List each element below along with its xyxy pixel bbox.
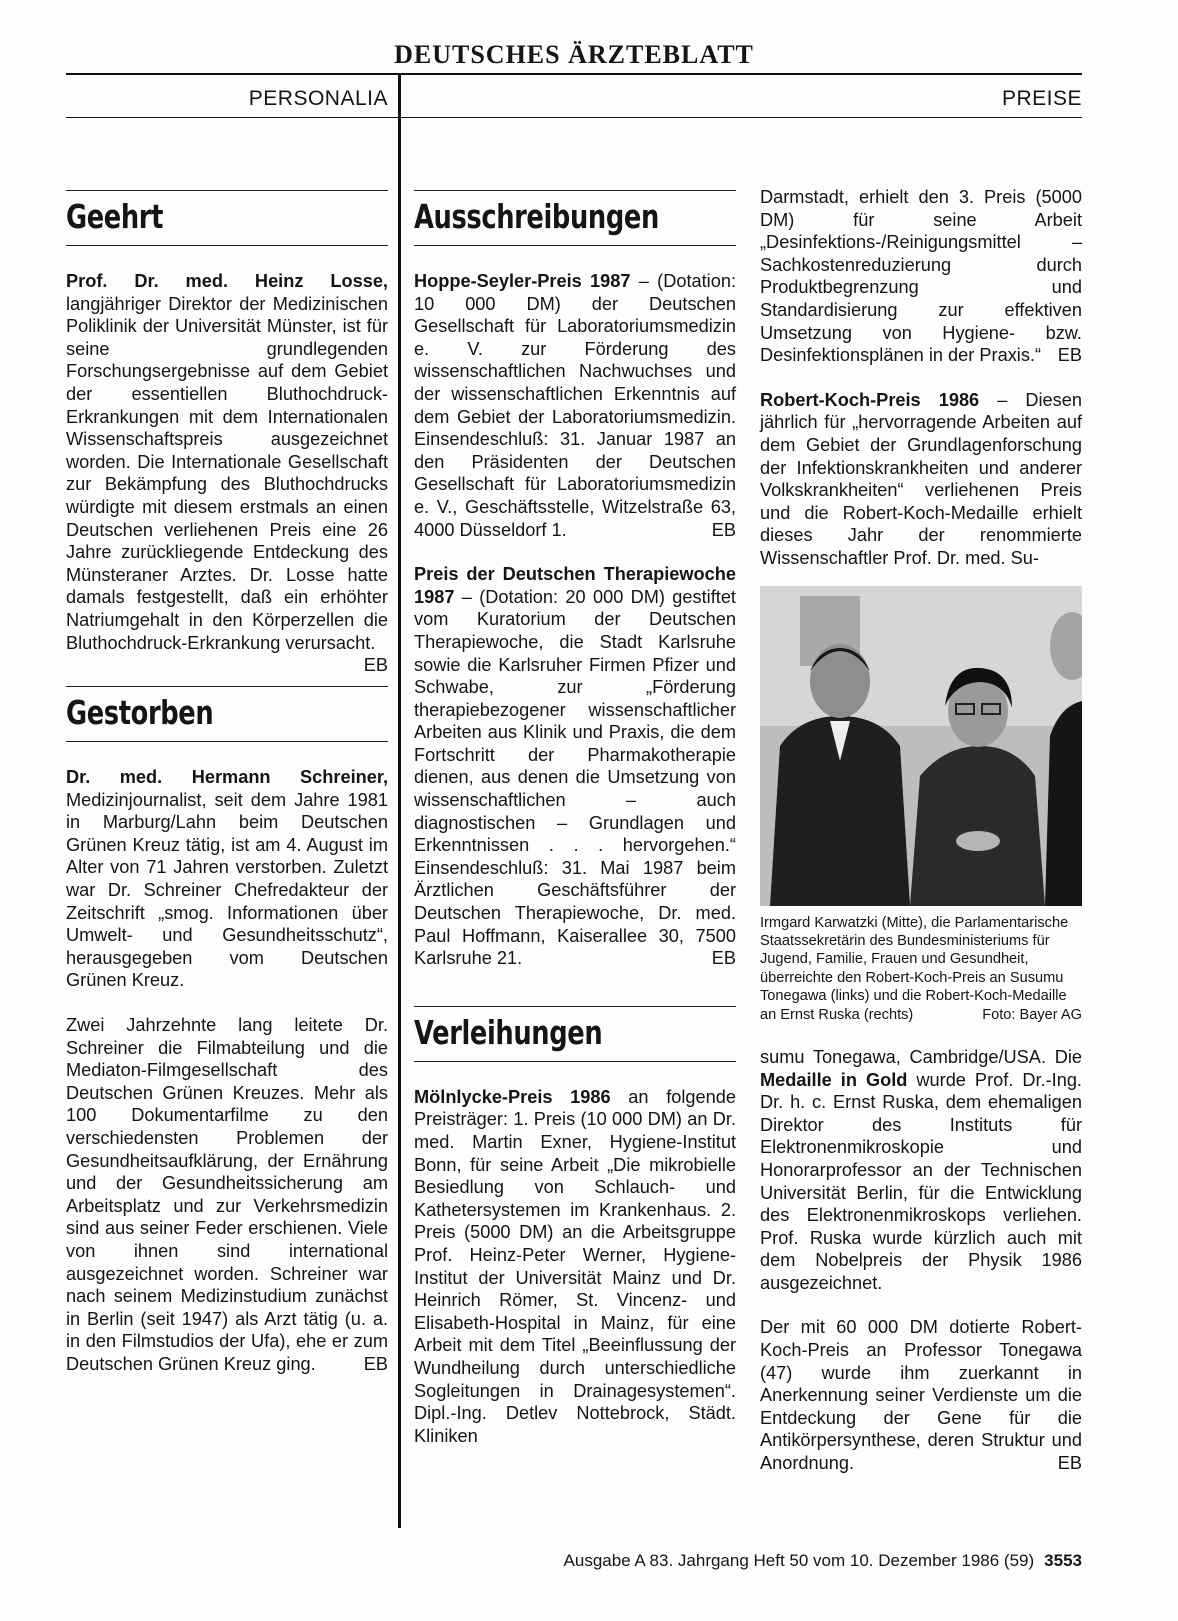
article-gestorben-cont: Zwei Jahrzehnte lang leitete Dr. Schreiner die Filmabteilung und die Mediaton-Filmgesellschaft des Deutschen Grünen Kreuzes. Mehr als 100 Dokumentarfilme zu den verschiedensten Problemen der Gesundheitsaufklärung, der Ernährung und der Gesundheitssicherung am Arbeitsplatz und zur Verkehrsmedizin sind aus seiner Feder erschienen. Viele von ihnen sind international ausgezeichnet worden. Schreiner war nach seinem Medizinstudium zunächst in Berlin (seit 1947) als Arzt tätig (u. a. in den Filmstudios der Ufa), ehe er zum Deutschen Grünen Kreuz ging. EB (66, 1015, 388, 1374)
article-gestorben: Dr. med. Hermann Schreiner, Medizinjournalist, seit dem Jahre 1981 in Marburg/Lahn beim Deutschen Grünen Kreuz tätig, ist am 4. August im Alter von 71 Jahren verstorben. Zuletzt war Dr. Schreiner Chefredakteur der Zeitschrift „smog. Informationen über Umwelt- und Gesundheitsschutz“, herausgegeben vom Deutschen Grünen Kreuz. (66, 767, 388, 991)
column-preise-continued (760, 186, 1082, 1497)
prize-title: Hoppe-Seyler-Preis 1987 (414, 271, 631, 291)
prize-title: Preis der Deutschen Therapiewoche 1987 (414, 564, 736, 607)
heading-verleihungen: Verleihungen (414, 1006, 736, 1062)
article-robert-koch: Robert-Koch-Preis 1986 – Diesen jährlich für „hervorragende Arbeiten auf dem Gebiet der Grundlagenforschung der Infektionskrankheiten und anderer Volkskrankheiten“ verliehenen Preis und die Robert-Koch-Medaille erhielt dieses Jahr der renommierte Wissenschaftler Prof. Dr. med. Su- (760, 389, 1082, 568)
article-robert-koch-cont: sumu Tonegawa, Cambridge/USA. Die Medaille in Gold wurde Prof. Dr.-Ing. Dr. h. c. Ernst Ruska, dem ehemaligen Direktor des Instituts für Elektronenmikroskopie und Honorarprofessor an der Technischen Universität Berlin, für die Entwicklung des Elektronenmikroskops verliehen. Prof. Ruska wurde kürzlich auch mit dem Nobelpreis der Physik 1986 ausgezeichnet. (760, 1046, 1082, 1293)
photo-illustration (760, 586, 1082, 906)
section-rule (66, 117, 1082, 118)
issue-info: Ausgabe A 83. Jahrgang Heft 50 vom 10. Dezember 1986 (59) (563, 1551, 1035, 1570)
heading-geehrt: Geehrt (66, 190, 388, 246)
article-therapiewoche: Preis der Deutschen Therapiewoche 1987 – (Dotation: 20 000 DM) gestiftet vom Kuratorium der Deutschen Therapiewoche, die Stadt Karlsruhe sowie die Karlsruher Firmen Pfizer und Schwabe, zur „Förderung therapiebezogener wissenschaftlicher Arbeiten aus Klinik und Praxis, die dem Fortschritt der Pharmakotherapie dienen, aus denen die Umsetzung von wissenschaftlichen – auch diagnostischen – Grundlagen und Erkenntnissen . . . hervorgehen.“ Einsendeschluß: 31. Mai 1987 beim Ärztlichen Geschäftsführer der Deutschen Therapiewoche, Dr. med. Paul Hoffmann, Kaiserallee 30, 7500 Karlsruhe 21. EB (414, 564, 736, 969)
section-label-preise: PREISE (1001, 87, 1082, 110)
masthead: DEUTSCHES ÄRZTEBLATT (394, 40, 754, 69)
award-photo (760, 586, 1082, 906)
article-hoppe-seyler: Hoppe-Seyler-Preis 1987 – (Dotation: 10 000 DM) der Deutschen Gesellschaft für Laboratoriumsmedizin e. V. zur Förderung des wissenschaftlichen Nachwuchses und der wissenschaftlichen Erkenntnis auf dem Gebiet der Laboratoriumsmedizin. Einsendeschluß: 31. Januar 1987 an den Präsidenten der Deutschen Gesellschaft für Laboratoriumsmedizin e. V., Geschäftsstelle, Witzelstraße 63, 4000 Düsseldorf 1. EB (414, 271, 736, 540)
column-personalia (66, 190, 388, 1398)
column-ausschreibungen (414, 190, 736, 1469)
page-footer (400, 1550, 1082, 1572)
photo-credit: Foto: Bayer AG (982, 1006, 1082, 1023)
author-sign: EB (1057, 1453, 1082, 1474)
article-moelnlycke-cont: Darmstadt, erhielt den 3. Preis (5000 DM) für seine Arbeit „Desinfektions-/Reinigungsmittel – Sachkostenreduzierung durch Produktbegrenzung und Standardisierung zur effektiven Umsetzung von Hygiene- bzw. Desinfektionsplänen in der Praxis.“ EB (760, 187, 1082, 366)
column-divider (398, 73, 401, 1528)
person-name: Prof. Dr. med. Heinz Losse, (66, 271, 388, 291)
author-sign: EB (363, 1353, 388, 1374)
article-geehrt: Prof. Dr. med. Heinz Losse, langjähriger Direktor der Medizinischen Poliklinik der Universität Münster, ist für seine grundlegenden Forschungsergebnisse auf dem Gebiet der essentiellen Bluthochdruck-Erkrankungen mit dem Internationalen Wissenschaftspreis ausgezeichnet worden. Die Internationale Gesellschaft zur Bekämpfung des Bluthochdrucks würdigte mit diesem erstmals an einen Deutschen verliehenen Preis eine 26 Jahre zurückliegende Entdeckung des Münsteraner Arztes. Dr. Losse hatte damals festgestellt, daß ein erhöhter Natriumgehalt in den Körperzellen die Bluthochdruck-Erkrankung verursacht. EB (66, 271, 388, 676)
person-name: Dr. med. Hermann Schreiner, (66, 767, 388, 788)
medal-title: Medaille in Gold (760, 1069, 908, 1090)
prize-title: Robert-Koch-Preis 1986 (760, 389, 980, 410)
heading-ausschreibungen: Ausschreibungen (414, 190, 736, 246)
masthead-rule (66, 73, 1082, 75)
prize-title: Mölnlycke-Preis 1986 (414, 1086, 611, 1107)
article-moelnlycke: Mölnlycke-Preis 1986 an folgende Preisträger: 1. Preis (10 000 DM) an Dr. med. Martin Exner, Hygiene-Institut Bonn, für seine Arbeit „Die mikrobielle Besiedlung von Schlauch- und Kathetersystemen im Krankenhaus. 2. Preis (5000 DM) an die Arbeitsgruppe Prof. Heinz-Peter Werner, Hygiene-Institut der Universität Mainz und Dr. Heinrich Römer, St. Vincenz- und Elisabeth-Hospital in Mainz, für eine Arbeit mit dem Titel „Beeinflussung der Wundheilung durch unterschiedliche Sogleitungen in Drainagesystemen“. Dipl.-Ing. Detlev Nottebrock, Städt. Kliniken (414, 1086, 736, 1446)
author-sign: EB (711, 948, 736, 969)
section-label-personalia: PERSONALIA (248, 87, 388, 110)
heading-gestorben: Gestorben (66, 686, 388, 742)
author-sign: EB (711, 519, 736, 540)
photo-caption: Irmgard Karwatzki (Mitte), die Parlamentarische Staatssekretärin des Bundesministeriums für Jugend, Familie, Frauen und Gesundheit, überreichte den Robert-Koch-Preis an Susumu Tonegawa (links) und die Robert-Koch-Medaille an Ernst Ruska (rechts) Foto: Bayer AG (760, 914, 1082, 1023)
article-robert-koch-award: Der mit 60 000 DM dotierte Robert-Koch-Preis an Professor Tonegawa (47) wurde ihm zuerkannt in Anerkennung seiner Verdienste um die Entdeckung der Gene für die Antikörpersynthese, deren Struktur und Anordnung. EB (760, 1317, 1082, 1474)
page-number: 3553 (1044, 1551, 1082, 1570)
author-sign: EB (363, 655, 388, 676)
author-sign: EB (1057, 345, 1082, 366)
